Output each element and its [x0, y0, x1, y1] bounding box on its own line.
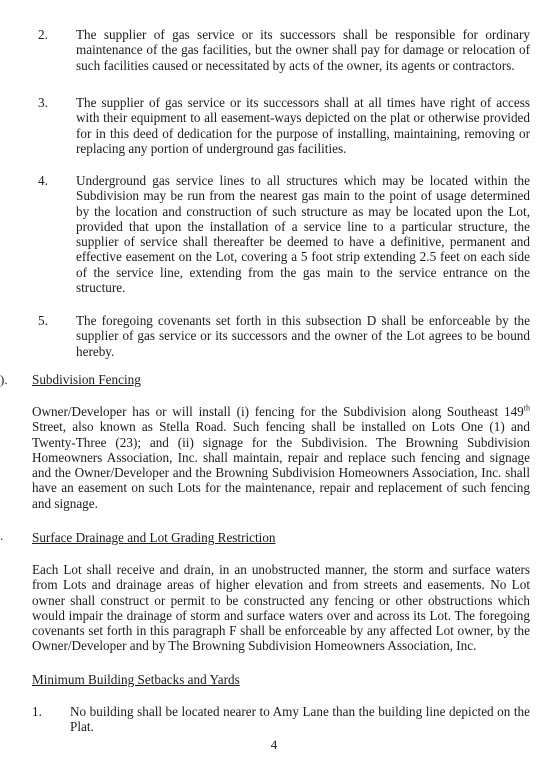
item-4-text: Underground gas service lines to all structures which may be located within the Subdivision may be run from the nearest gas main to the point of usage determined by the location and construction of such structure as may be located upon the Lot, provided that upon the installation of a service line to a particular structure, the supplier of service shall thereafter be deemed to have a definitive, permanent and effective easement on the Lot, covering a 5 foot strip extending 2.5 feet on each side of the service line, extending from the gas main to the service entrance on the structure.	[76, 173, 530, 296]
item-5-number: 5.	[38, 313, 48, 328]
drainage-heading: Surface Drainage and Lot Grading Restriction	[32, 530, 276, 545]
setbacks-item-number: 1.	[32, 704, 42, 719]
item-3-number: 3.	[38, 95, 48, 110]
setbacks-heading: Minimum Building Setbacks and Yards	[32, 672, 240, 687]
section-edge-mark: ).	[0, 372, 8, 387]
item-4-number: 4.	[38, 173, 48, 188]
ordinal-superscript: th	[523, 403, 530, 413]
item-2-text: The supplier of gas service or its successors shall be responsible for ordinary maintenance of the gas facilities, but the owner shall pay for damage or relocation of such facilities caused or necessitated by acts of the owner, its agents or contractors.	[76, 27, 530, 73]
fencing-heading: Subdivision Fencing	[32, 372, 141, 387]
item-2-number: 2.	[38, 27, 48, 42]
section-edge-mark: .	[0, 528, 4, 543]
setbacks-item-text: No building shall be located nearer to Amy Lane than the building line depicted on the Plat.	[70, 704, 530, 735]
page-number: 4	[270, 737, 278, 752]
drainage-text: Each Lot shall receive and drain, in an unobstructed manner, the storm and surface waters from Lots and drainage areas of higher elevation and from streets and easements. No Lot owner shall construct or permit to be constructed any fencing or other obstructions which would impair the drainage of storm and surface waters over and across its Lot. The foregoing covenants set forth in this paragraph F shall be enforceable by any affected Lot owner, by the Owner/Developer and by The Browning Subdivision Homeowners Association, Inc.	[32, 562, 530, 654]
item-3-text: The supplier of gas service or its successors shall at all times have right of access with their equipment to all easement-ways depicted on the plat or otherwise provided for in this deed of dedication for the purpose of installing, maintaining, removing or replacing any portion of underground gas facilities.	[76, 95, 530, 156]
fencing-text: Owner/Developer has or will install (i) fencing for the Subdivision along Southeast 149th Street, also known as Stella Road. Such fencing shall be installed on Lots One (1) and Twenty-Three (23); and (ii) signage for the Subdivision. The Browning Subdivision Homeowners Association, Inc. shall maintain, repair and replace such fencing and signage and the Owner/Developer and the Browning Subdivision Homeowners Association, Inc. shall have an easement on such Lots for the maintenance, repair and replacement of such fencing and signage.	[32, 403, 530, 511]
item-5-text: The foregoing covenants set forth in this subsection D shall be enforceable by the supplier of gas service or its successors and the owner of the Lot agrees to be bound hereby.	[76, 313, 530, 359]
